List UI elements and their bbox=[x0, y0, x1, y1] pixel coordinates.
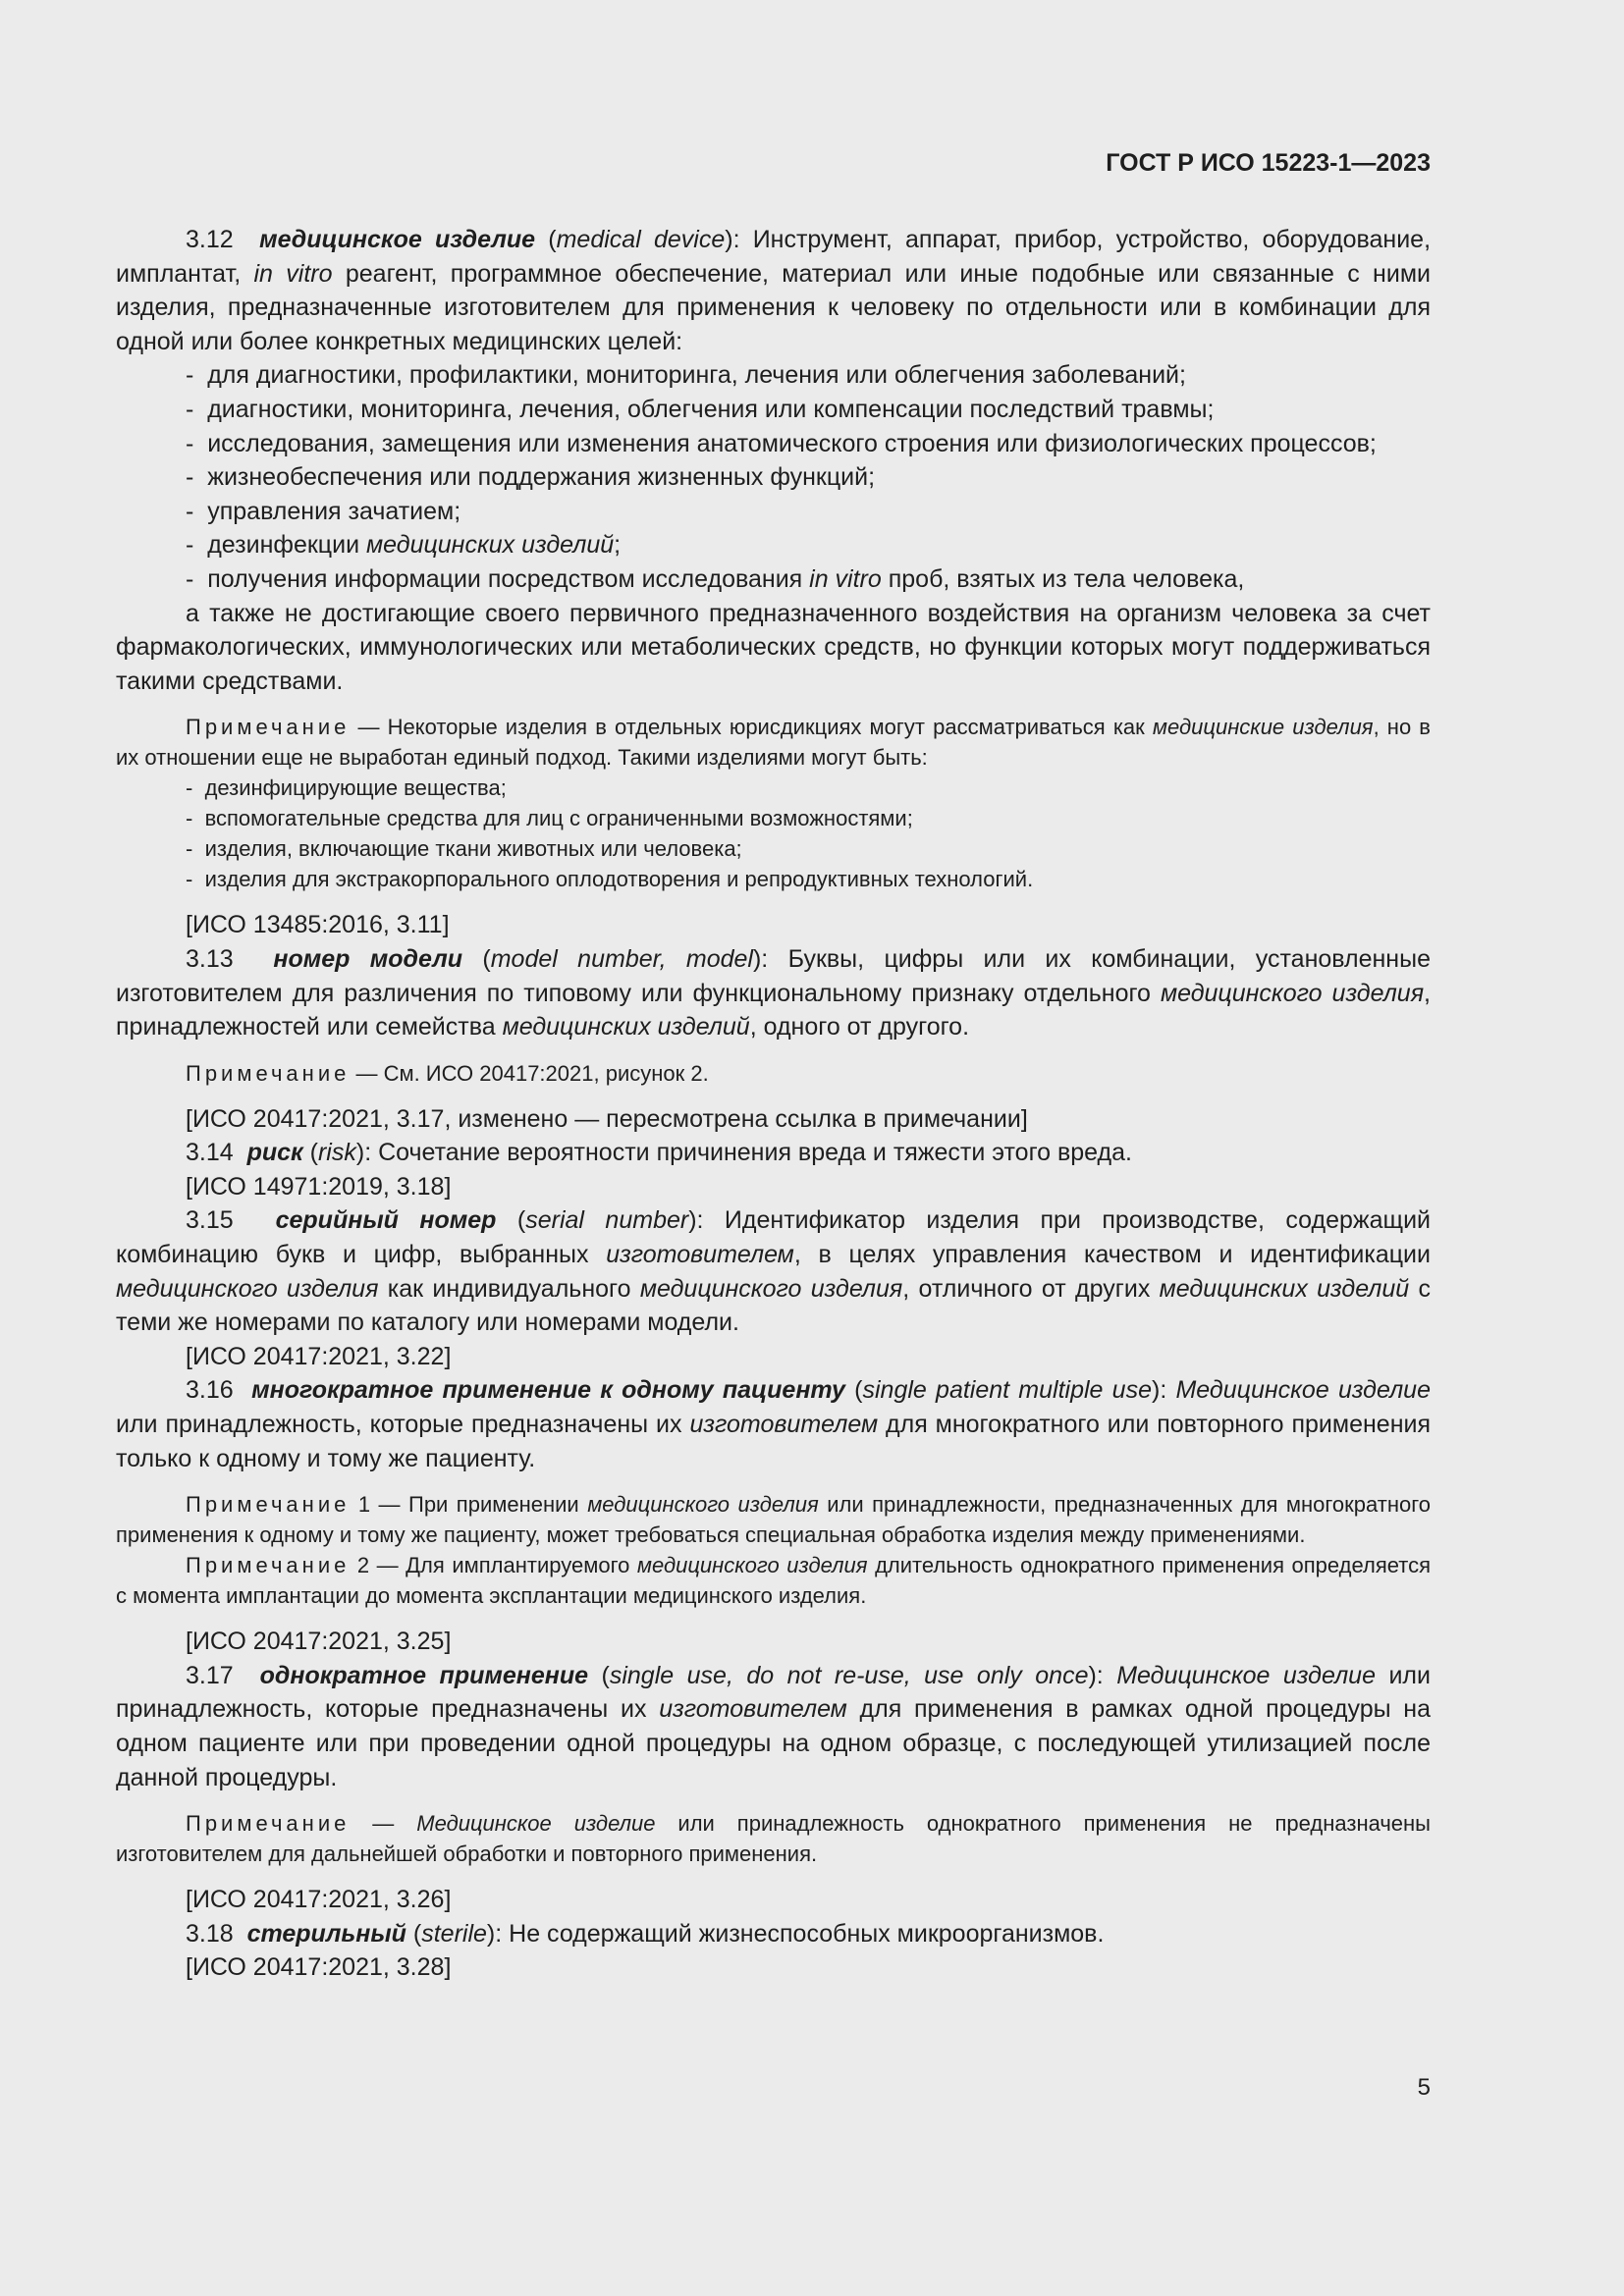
term-english: serial number bbox=[525, 1206, 689, 1235]
term-number: 3.13 bbox=[186, 944, 234, 973]
term-3-17: 3.17 однократное применение (single use, do not re-use, use only once): Медицинское изделие или принадлежность, которые предназначены их изготовителем для применения в рамках одной процедуры на одном пациенте или при проведении одной процедуры на одном образце, с последующей утилизацией после данной процедуры. bbox=[116, 1661, 1432, 1791]
reference: [ИСО 20417:2021, 3.26] bbox=[186, 1886, 452, 1914]
standard-header: ГОСТ Р ИСО 15223-1—2023 bbox=[1106, 149, 1431, 177]
term-number: 3.17 bbox=[186, 1661, 234, 1689]
document-body bbox=[116, 223, 1431, 1985]
term-number: 3.18 bbox=[186, 1919, 234, 1948]
note-list-item: - изделия для экстракорпорального оплодотворения и репродуктивных технологий. bbox=[186, 867, 1034, 892]
term-english: medical device bbox=[556, 226, 726, 253]
term-title: многократное применение к одному пациенту bbox=[251, 1376, 845, 1405]
list-item: - управления зачатием; bbox=[186, 497, 461, 525]
term-english: sterile bbox=[421, 1919, 487, 1948]
term-3-13: 3.13 номер модели (model number, model): Буквы, цифры или их комбинации, установленные изготовителем для различения по типовому или функциональному признаку отдельного медицинского изделия, принадлежностей или семейства медицинских изделий, одного от другого. bbox=[116, 944, 1431, 1041]
note: Примечание 2 — Для имплантируемого медицинского изделия длительность однократного применения определяется с момента имплантации до момента эксплантации медицинского изделия. bbox=[116, 1553, 1431, 1609]
term-3-12: 3.12 медицинское изделие (medical device): Инструмент, аппарат, прибор, устройство, оборудование, имплантат, in vitro реагент, программное обеспечение, материал или иные подобные или связанные с ними изделия, предназначенные изготовителем для применения к человеку по отдельности или в комбинации для одной или более конкретных медицинских целей: bbox=[116, 226, 1432, 355]
term-title: серийный номер bbox=[275, 1206, 497, 1235]
note-list-item: - вспомогательные средства для лиц с ограниченными возможностями; bbox=[186, 806, 913, 831]
term-title: медицинское изделие bbox=[259, 226, 536, 253]
note: Примечание — Медицинское изделие или принадлежность однократного применения не предназначены изготовителем для дальнейшей обработки и повторного применения. bbox=[116, 1811, 1431, 1867]
list-item: - диагностики, мониторинга, лечения, облегчения или компенсации последствий травмы; bbox=[186, 395, 1215, 423]
note-list-item: - изделия, включающие ткани животных или человека; bbox=[186, 836, 742, 862]
term-english: risk bbox=[317, 1139, 356, 1167]
term-title: номер модели bbox=[273, 944, 463, 973]
reference: [ИСО 20417:2021, 3.17, изменено — пересмотрена ссылка в примечании] bbox=[186, 1104, 1028, 1133]
note-list-item: - дезинфицирующие вещества; bbox=[186, 775, 507, 801]
reference: [ИСО 13485:2016, 3.11] bbox=[186, 911, 450, 939]
term-3-15: 3.15 серийный номер (serial number): Идентификатор изделия при производстве, содержащий комбинацию букв и цифр, выбранных изготовителем, в целях управления качеством и идентификации медицинского изделия как индивидуального медицинского изделия, отличного от других медицинских изделий с теми же номерами по каталогу или номерами модели. bbox=[116, 1206, 1432, 1337]
term-number: 3.15 bbox=[186, 1206, 234, 1235]
list-item: - для диагностики, профилактики, мониторинга, лечения или облегчения заболеваний; bbox=[186, 361, 1186, 390]
reference: [ИСО 20417:2021, 3.22] bbox=[186, 1342, 452, 1370]
note: Примечание 1 — При применении медицинского изделия или принадлежности, предназначенных для многократного применения к одному и тому же пациенту, может требоваться специальная обработка изделия между применениями. bbox=[116, 1492, 1431, 1548]
page-number: 5 bbox=[1417, 2074, 1431, 2101]
term-english: model number, model bbox=[490, 944, 753, 973]
list-item: - дезинфекции медицинских изделий; bbox=[186, 531, 622, 560]
term-number: 3.14 bbox=[186, 1139, 234, 1167]
note: Примечание — См. ИСО 20417:2021, рисунок 2. bbox=[186, 1060, 709, 1086]
reference: [ИСО 14971:2019, 3.18] bbox=[186, 1172, 452, 1201]
reference: [ИСО 20417:2021, 3.25] bbox=[186, 1628, 452, 1656]
term-3-14: 3.14 риск (risk): Сочетание вероятности причинения вреда и тяжести этого вреда. bbox=[186, 1139, 1132, 1167]
note: Примечание — Некоторые изделия в отдельных юрисдикциях могут рассматриваться как медицинские изделия, но в их отношении еще не выработан единый подход. Такими изделиями могут быть: bbox=[116, 715, 1431, 771]
term-english: single patient multiple use bbox=[862, 1376, 1152, 1405]
term-title: стерильный bbox=[246, 1919, 406, 1948]
term-tail: а также не достигающие своего первичного предназначенного воздействия на организм человека за счет фармакологических, иммунологических или метаболических средств, но функции которых могут поддерживаться такими средствами. bbox=[116, 599, 1431, 695]
reference: [ИСО 20417:2021, 3.28] bbox=[186, 1953, 452, 1982]
term-title: риск bbox=[246, 1139, 303, 1167]
term-number: 3.16 bbox=[186, 1376, 234, 1405]
list-item: - жизнеобеспечения или поддержания жизненных функций; bbox=[186, 463, 876, 492]
list-item: - исследования, замещения или изменения анатомического строения или физиологических процессов; bbox=[186, 429, 1377, 457]
term-3-16: 3.16 многократное применение к одному пациенту (single patient multiple use): Медицинское изделие или принадлежность, которые предназначены их изготовителем для многократного или повторного применения только к одному и тому же пациенту. bbox=[116, 1376, 1432, 1472]
term-number: 3.12 bbox=[186, 226, 234, 253]
term-title: однократное применение bbox=[259, 1661, 589, 1689]
term-3-18: 3.18 стерильный (sterile): Не содержащий жизнеспособных микроорганизмов. bbox=[186, 1919, 1105, 1948]
term-english: single use, do not re-use, use only once bbox=[609, 1661, 1089, 1689]
list-item: - получения информации посредством исследования in vitro проб, взятых из тела человека, bbox=[186, 564, 1245, 593]
